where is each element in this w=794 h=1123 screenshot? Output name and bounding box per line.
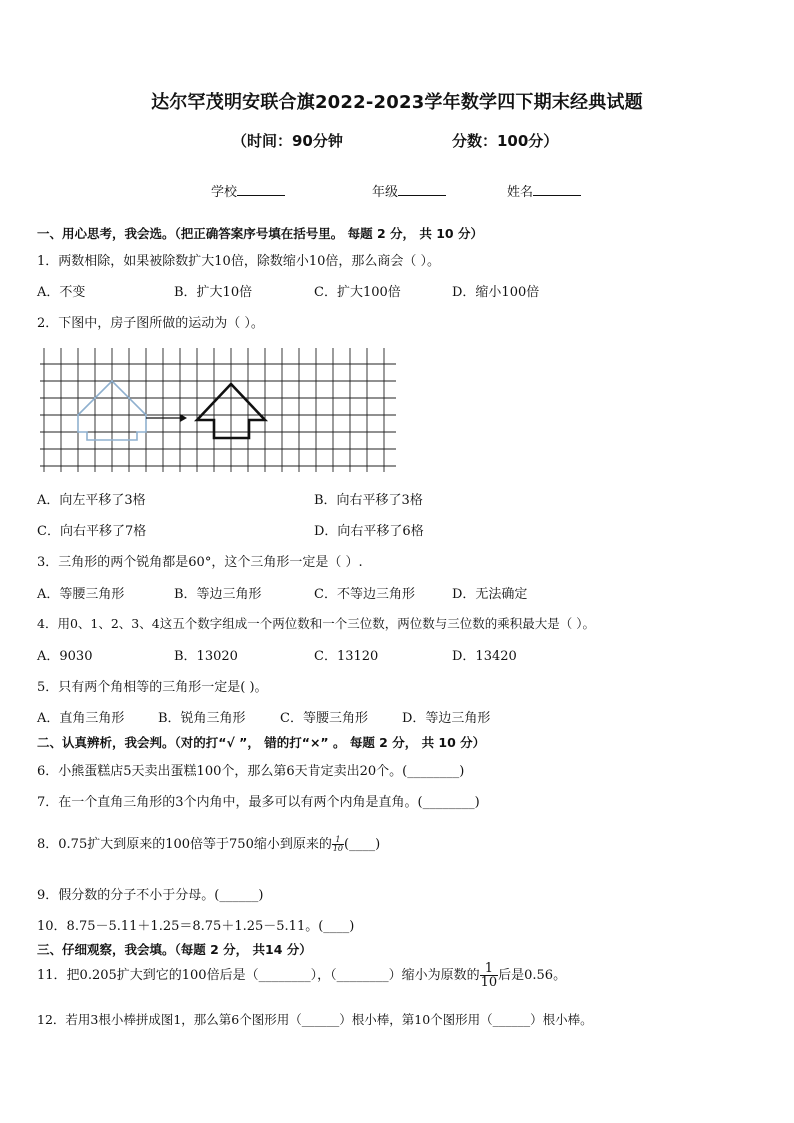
q3-option-c: C．不等边三角形: [314, 587, 415, 602]
q2-option-c: C．向右平移了7格: [37, 524, 147, 539]
q2-option-b: B．向右平移了3格: [314, 493, 423, 508]
q11-fraction-numerator: 1: [480, 962, 499, 976]
question-12: 12．若用3根小棒拼成图1，那么第6个图形用（______）根小棒，第10个图形用（______）根小棒。: [37, 1012, 593, 1027]
school-field[interactable]: [211, 181, 285, 200]
q8-fraction-denominator: 10: [332, 844, 344, 853]
q5-option-b: B．锐角三角形: [158, 711, 246, 726]
q4-option-d: D．13420: [452, 649, 517, 664]
q4-option-b: B．13020: [174, 649, 238, 664]
q5-option-c: C．等腰三角形: [280, 711, 368, 726]
q3-option-a: A．等腰三角形: [37, 587, 125, 602]
section3-heading: 三、仔细观察，我会填。（每题 2 分， 共14 分）: [37, 942, 312, 957]
q1-option-c: C．扩大100倍: [314, 285, 401, 300]
question-10: 10．8.75－5.11＋1.25＝8.75＋1.25－5.11。(____): [37, 919, 355, 934]
question-5: 5．只有两个角相等的三角形一定是( )。: [37, 680, 268, 695]
question-2: 2．下图中，房子图所做的运动为（ ）。: [37, 316, 264, 331]
school-blank[interactable]: [237, 183, 285, 196]
q3-option-b: B．等边三角形: [174, 587, 262, 602]
question-8: [37, 833, 380, 853]
grid-lines: [40, 348, 396, 472]
q1-option-a: A．不变: [37, 285, 86, 300]
q4-option-a: A．9030: [37, 649, 93, 664]
grade-blank[interactable]: [398, 183, 446, 196]
q8-fraction: [332, 836, 344, 853]
exam-time: （时间：90分钟: [232, 132, 343, 150]
q3-option-d: D．无法确定: [452, 587, 528, 602]
question-4: 4．用0、1、2、3、4这五个数字组成一个两位数和一个三位数，两位数与三位数的乘积最大是（ ）。: [37, 616, 595, 631]
question-11: [37, 962, 566, 989]
exam-score: 分数：100分）: [452, 132, 559, 150]
exam-title: 达尔罕茂明安联合旗2022-2023学年数学四下期末经典试题: [151, 92, 643, 113]
question-6: 6．小熊蛋糕店5天卖出蛋糕100个，那么第6天肯定卖出20个。(________): [37, 764, 465, 779]
q2-option-d: D．向右平移了6格: [314, 524, 424, 539]
q5-option-d: D．等边三角形: [402, 711, 491, 726]
name-label: 姓名: [507, 185, 534, 200]
q11-fraction: [480, 962, 499, 989]
q8-text: 8．0.75扩大到原来的100倍等于750缩小到原来的: [37, 837, 332, 852]
section1-heading: 一、用心思考，我会选。（把正确答案序号填在括号里。 每题 2 分， 共 10 分）: [37, 226, 483, 241]
q11-text-end: 后是0.56。: [498, 968, 567, 983]
q5-option-a: A．直角三角形: [37, 711, 125, 726]
q8-fraction-numerator: 1: [332, 836, 344, 845]
question-1: 1．两数相除，如果被除数扩大10倍，除数缩小10倍，那么商会（ ）。: [37, 254, 440, 269]
q1-option-b: B．扩大10倍: [174, 285, 253, 300]
school-label: 学校: [211, 185, 238, 200]
q11-fraction-denominator: 10: [480, 975, 498, 990]
q1-option-d: D．缩小100倍: [452, 285, 540, 300]
q4-option-c: C．13120: [314, 649, 379, 664]
q8-blank[interactable]: (____): [344, 837, 381, 852]
house-translation-figure: [40, 348, 396, 472]
section2-heading: 二、认真辨析，我会判。（对的打“√ ”， 错的打“×” 。 每题 2 分， 共 10 分）: [37, 735, 486, 750]
question-3: 3．三角形的两个锐角都是60°，这个三角形一定是（ ）.: [37, 555, 363, 570]
q2-option-a: A．向左平移了3格: [37, 493, 146, 508]
name-field[interactable]: [507, 181, 581, 200]
q11-text: 11．把0.205扩大到它的100倍后是（________），（________）缩小为原数的: [37, 968, 480, 983]
grade-field[interactable]: [372, 181, 446, 200]
grade-label: 年级: [372, 185, 399, 200]
question-9: 9．假分数的分子不小于分母。(______): [37, 888, 264, 903]
name-blank[interactable]: [533, 183, 581, 196]
question-7: 7．在一个直角三角形的3个内角中，最多可以有两个内角是直角。(________): [37, 795, 480, 810]
